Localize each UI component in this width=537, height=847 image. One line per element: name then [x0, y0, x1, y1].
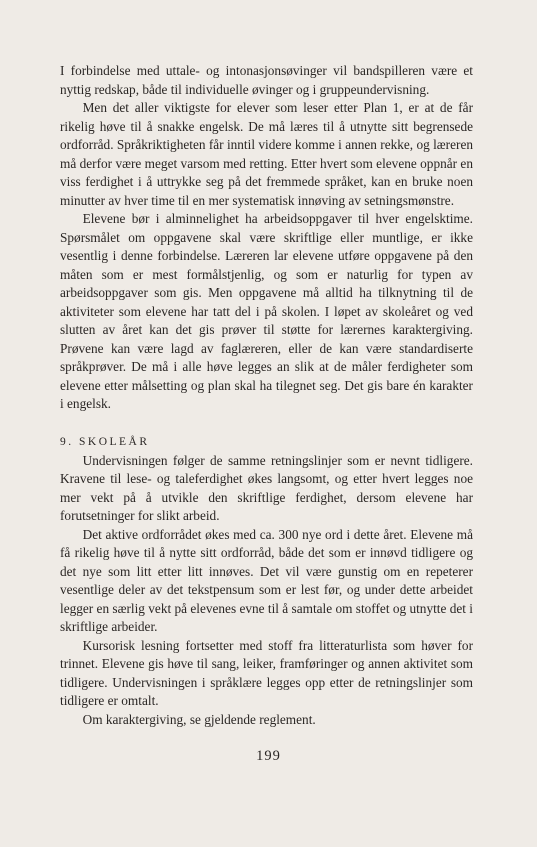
paragraph: Elevene bør i alminnelighet ha arbeidsoppgaver til hver engelsktime. Spørsmålet om oppgavene skal være skriftlige eller muntlige, er ikke vesentlig i denne forbindelse. Læreren lar elevene utføre oppgavene på den måten som er mest formålstjenlig, og som er naturlig for typen av arbeidsoppgaver som gis. Men oppgavene må alltid ha tilknytning til de aktiviteter som elevene har tatt del i på skolen. I løpet av skoleåret og ved slutten av året kan det gis prøver til støtte for lærernes karaktergiving. Prøvene kan være lagd av faglæreren, eller de kan være standardiserte språkprøver. De må i alle høve legges an slik at de måler ferdigheter som elevene etter målsetting og plan skal ha tilegnet seg. Det gis bare én karakter i engelsk. [60, 211, 473, 411]
paragraph: Kursorisk lesning fortsetter med stoff fra litteraturlista som høver for trinnet. Elevene gis høve til sang, leiker, framføringer og annen aktivitet som tidligere. Undervisningen i språklære legges opp etter de retningslinjer som tidligere er omtalt. [60, 637, 473, 708]
paragraph: Men det aller viktigste for elever som leser etter Plan 1, er at de får rikelig høve til å snakke engelsk. De må læres til å utnytte sitt begrensede ordforråd. Språkriktigheten får inntil videre komme i annen rekke, og læreren må derfor være meget varsom med retting. Etter hvert som elevene oppnår en viss ferdighet i å uttrykke seg på det fremmede språket, kan en bruke noen minutter av hver time til en mer systematisk innøving av setningsmønstre. [60, 100, 473, 208]
page-body [60, 62, 473, 729]
section-heading: 9. SKOLEÅR [60, 435, 150, 448]
paragraph: Om karaktergiving, se gjeldende reglement. [82, 711, 316, 727]
paragraph: I forbindelse med uttale- og intonasjonsøvinger vil bandspilleren være et nyttig redskap, både til individuelle øvinger og i gruppeundervisning. [60, 63, 473, 97]
paragraph: Det aktive ordforrådet økes med ca. 300 nye ord i dette året. Elevene må få rikelig høve til å nytte sitt ordforråd, både det som er innøvd tidligere og det nye som litt etter litt innøves. Det vil være gunstig om en repeterer vesentlige deler av det tekstpensum som er lest før, og under dette arbeidet legger en særlig vekt på elevenes evne til å samtale om stoffet og utnytte det i skriftlige arbeider. [60, 526, 473, 634]
page-margin [0, 820, 537, 847]
page-number: 199 [256, 748, 281, 764]
paragraph: Undervisningen følger de samme retningslinjer som er nevnt tidligere. Kravene til lese- og taleferdighet økes langsomt, og etter hvert legges noe mer vekt på å utvikle den skriftlige ferdighet, dersom elevene har forutsetninger for slikt arbeid. [60, 452, 473, 523]
